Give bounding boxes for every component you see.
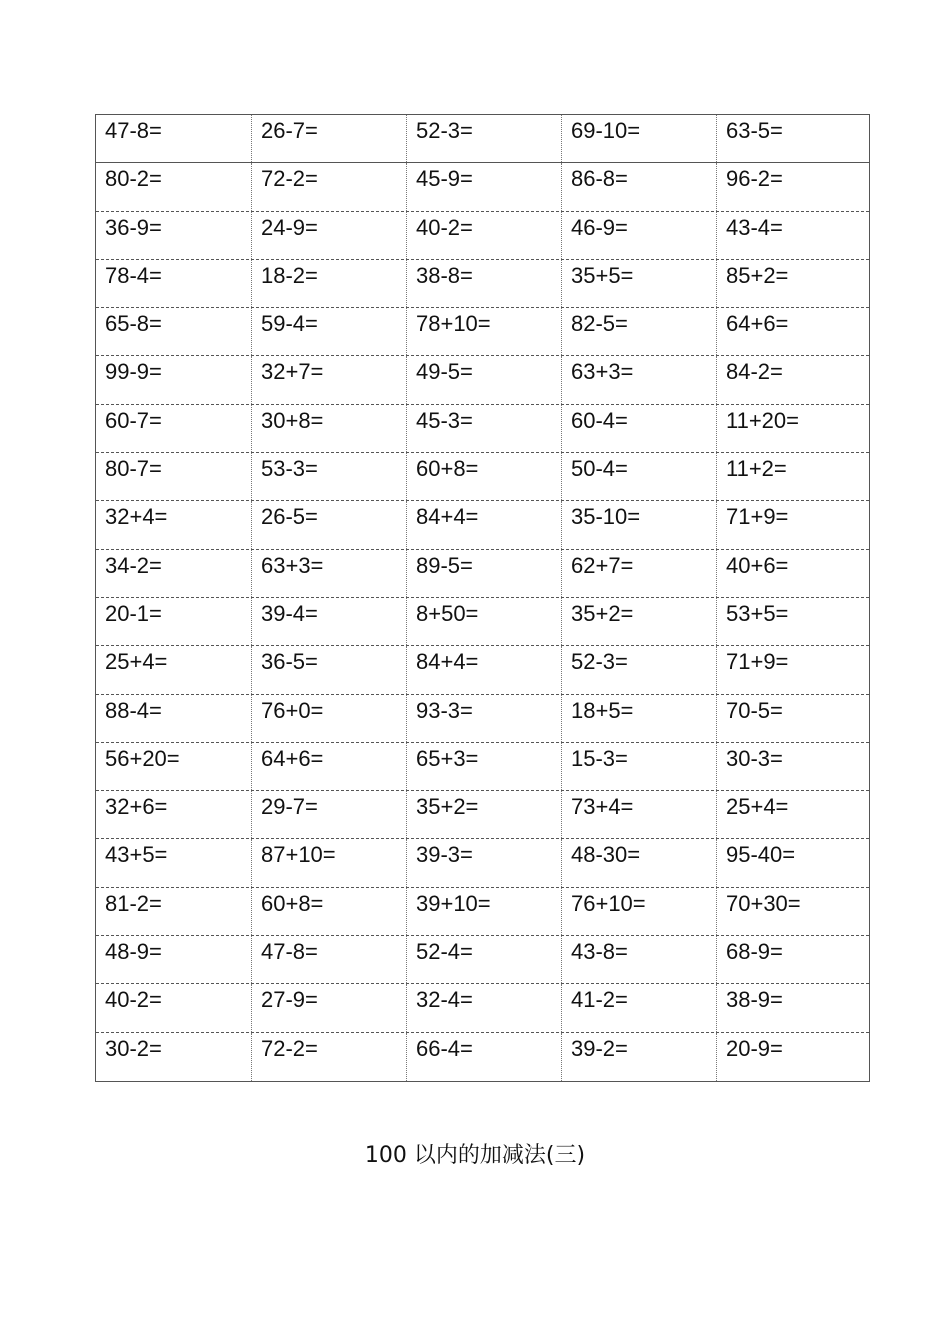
problem-cell: 32-4= [406, 984, 561, 1031]
problem-cell: 96-2= [716, 163, 871, 210]
problem-cell: 99-9= [105, 359, 162, 385]
table-row [96, 646, 869, 694]
problem-cell: 18-2= [251, 260, 406, 307]
problem-cell: 63-5= [716, 115, 871, 162]
problem-cell: 26-7= [251, 115, 406, 162]
problem-cell: 68-9= [716, 936, 871, 983]
table-row [96, 984, 869, 1032]
problem-cell: 48-9= [105, 939, 162, 965]
problem-cell: 32+7= [251, 356, 406, 403]
problem-cell: 39-4= [251, 598, 406, 645]
problem-cell: 52-4= [406, 936, 561, 983]
problem-cell: 49-5= [406, 356, 561, 403]
problem-cell: 56+20= [105, 745, 180, 771]
problem-cell: 41-2= [561, 984, 716, 1031]
problem-cell: 40-2= [406, 212, 561, 259]
problem-cell: 86-8= [561, 163, 716, 210]
problem-cell: 52-3= [561, 646, 716, 693]
problem-cell: 45-9= [406, 163, 561, 210]
problem-cell: 72-2= [251, 163, 406, 210]
problem-cell: 43-8= [561, 936, 716, 983]
problem-cell: 47-8= [251, 936, 406, 983]
problem-cell: 46-9= [561, 212, 716, 259]
problem-cell: 43-4= [716, 212, 871, 259]
problem-cell: 64+6= [251, 743, 406, 790]
table-row [96, 1033, 869, 1081]
problem-cell: 35-10= [561, 501, 716, 548]
table-row [96, 501, 869, 549]
problem-cell: 78-4= [105, 262, 162, 288]
table-row [96, 453, 869, 501]
problem-cell: 38-9= [716, 984, 871, 1031]
problem-cell: 53+5= [716, 598, 871, 645]
problem-cell: 20-1= [105, 600, 162, 626]
problem-cell: 76+0= [251, 695, 406, 742]
problem-cell: 15-3= [561, 743, 716, 790]
problem-cell: 25+4= [105, 649, 168, 675]
table-row [96, 163, 869, 211]
problem-cell: 71+9= [716, 646, 871, 693]
table-row [96, 405, 869, 453]
problem-cell: 39-2= [561, 1033, 716, 1081]
problem-cell: 60+8= [406, 453, 561, 500]
problem-cell: 84+4= [406, 646, 561, 693]
problem-cell: 65+3= [406, 743, 561, 790]
problem-cell: 63+3= [561, 356, 716, 403]
problem-cell: 32+6= [105, 794, 168, 820]
table-row [96, 550, 869, 598]
problem-cell: 71+9= [716, 501, 871, 548]
problem-cell: 26-5= [251, 501, 406, 548]
problem-cell: 80-2= [105, 166, 162, 192]
problem-cell: 60-4= [561, 405, 716, 452]
problem-cell: 39-3= [406, 839, 561, 886]
problem-cell: 34-2= [105, 552, 162, 578]
table-row [96, 356, 869, 404]
problem-cell: 78+10= [406, 308, 561, 355]
problem-cell: 30+8= [251, 405, 406, 452]
problem-cell: 27-9= [251, 984, 406, 1031]
problem-cell: 84+4= [406, 501, 561, 548]
problem-cell: 85+2= [716, 260, 871, 307]
problem-cell: 52-3= [406, 115, 561, 162]
problem-cell: 70-5= [716, 695, 871, 742]
problem-cell: 66-4= [406, 1033, 561, 1081]
problem-cell: 95-40= [716, 839, 871, 886]
problem-cell: 73+4= [561, 791, 716, 838]
problem-cell: 89-5= [406, 550, 561, 597]
problem-cell: 45-3= [406, 405, 561, 452]
problem-cell: 64+6= [716, 308, 871, 355]
problem-cell: 87+10= [251, 839, 406, 886]
table-row [96, 743, 869, 791]
problem-cell: 80-7= [105, 456, 162, 482]
problem-cell: 36-9= [105, 214, 162, 240]
problem-cell: 65-8= [105, 311, 162, 337]
table-row [96, 260, 869, 308]
table-row [96, 695, 869, 743]
problem-cell: 72-2= [251, 1033, 406, 1081]
problem-cell: 59-4= [251, 308, 406, 355]
problem-cell: 40+6= [716, 550, 871, 597]
problem-cell: 36-5= [251, 646, 406, 693]
table-row [96, 839, 869, 887]
table-row [96, 888, 869, 936]
problem-cell: 40-2= [105, 987, 162, 1013]
table-row [96, 791, 869, 839]
table-row [96, 936, 869, 984]
table-row [96, 212, 869, 260]
problem-cell: 69-10= [561, 115, 716, 162]
problem-cell: 8+50= [406, 598, 561, 645]
problem-cell: 11+20= [716, 405, 871, 452]
problem-cell: 30-2= [105, 1035, 162, 1061]
problem-cell: 70+30= [716, 888, 871, 935]
problem-cell: 35+2= [406, 791, 561, 838]
problem-cell: 82-5= [561, 308, 716, 355]
problem-cell: 47-8= [105, 118, 162, 143]
problem-cell: 25+4= [716, 791, 871, 838]
table-row [96, 308, 869, 356]
problem-cell: 63+3= [251, 550, 406, 597]
problem-cell: 29-7= [251, 791, 406, 838]
problem-cell: 88-4= [105, 697, 162, 723]
problem-cell: 60-7= [105, 407, 162, 433]
table-row [96, 115, 869, 163]
problem-cell: 18+5= [561, 695, 716, 742]
problem-cell: 93-3= [406, 695, 561, 742]
problem-table [95, 114, 870, 1082]
problem-cell: 53-3= [251, 453, 406, 500]
problem-cell: 39+10= [406, 888, 561, 935]
problem-cell: 38-8= [406, 260, 561, 307]
problem-cell: 50-4= [561, 453, 716, 500]
problem-cell: 24-9= [251, 212, 406, 259]
problem-cell: 62+7= [561, 550, 716, 597]
problem-cell: 84-2= [716, 356, 871, 403]
problem-cell: 32+4= [105, 504, 168, 530]
table-row [96, 598, 869, 646]
problem-cell: 81-2= [105, 890, 162, 916]
problem-cell: 20-9= [716, 1033, 871, 1081]
problem-cell: 35+5= [561, 260, 716, 307]
problem-cell: 11+2= [716, 453, 871, 500]
problem-cell: 60+8= [251, 888, 406, 935]
problem-cell: 35+2= [561, 598, 716, 645]
problem-cell: 76+10= [561, 888, 716, 935]
problem-cell: 30-3= [716, 743, 871, 790]
problem-cell: 48-30= [561, 839, 716, 886]
next-section-title: 100 以内的加减法(三) [364, 1143, 586, 1168]
problem-cell: 43+5= [105, 842, 168, 868]
